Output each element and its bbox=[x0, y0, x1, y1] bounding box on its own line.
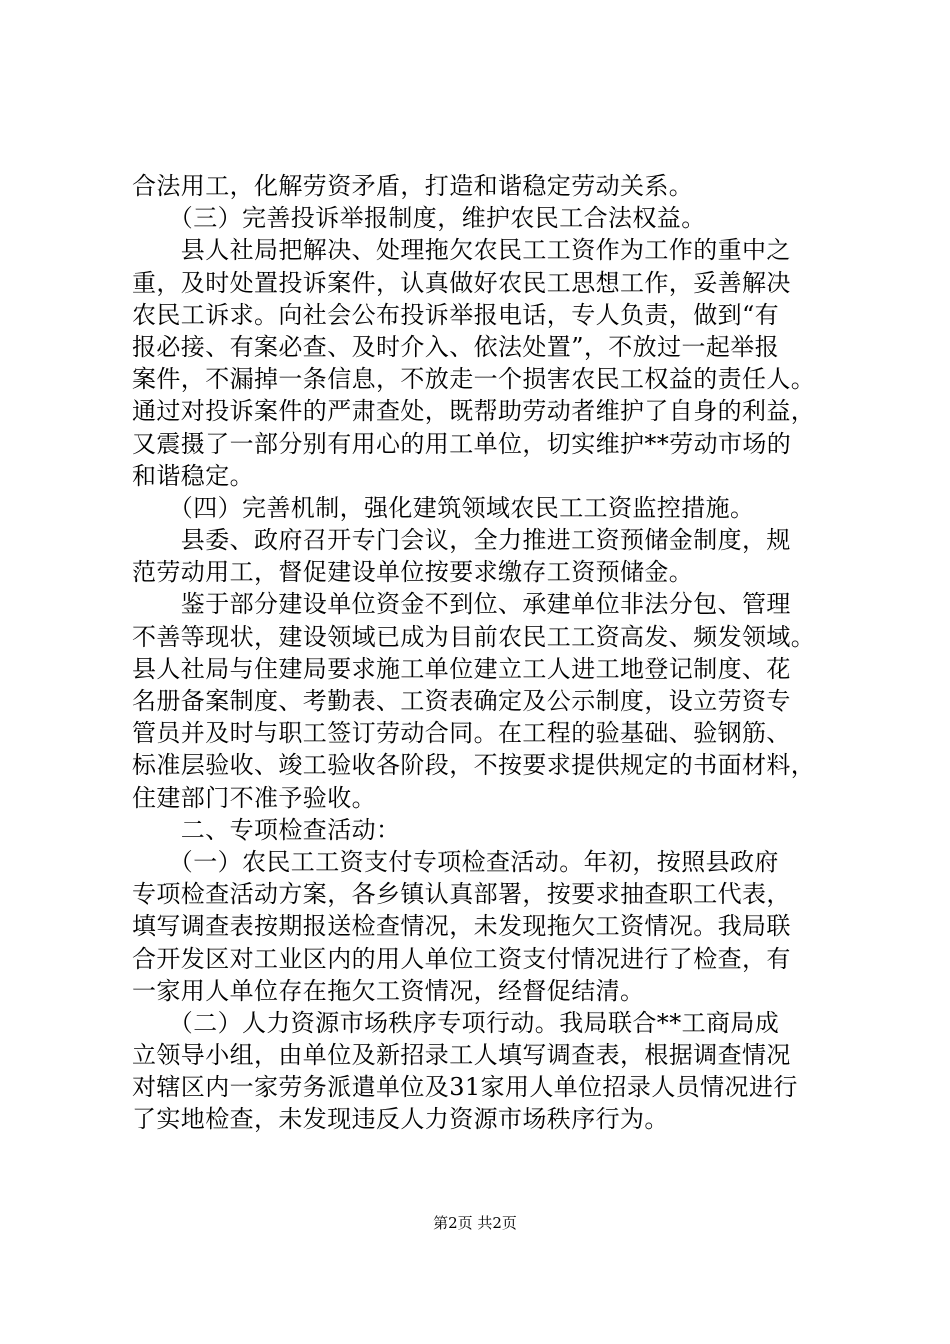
text-line: （一）农民工工资支付专项检查活动。年初，按照县政府 bbox=[132, 847, 779, 876]
section-heading: （三）完善投诉举报制度，维护农民工合法权益。 bbox=[132, 204, 706, 233]
text-line: 县人社局与住建局要求施工单位建立工人进工地登记制度、花 bbox=[132, 654, 791, 683]
text-line: 县人社局把解决、处理拖欠农民工工资作为工作的重中之 bbox=[132, 236, 791, 265]
text-line: 农民工诉求。向社会公布投诉举报电话，专人负责，做到“有 bbox=[132, 300, 780, 329]
text-line: 鉴于部分建设单位资金不到位、承建单位非法分包、管理 bbox=[132, 590, 791, 619]
text-line: 范劳动用工，督促建设单位按要求缴存工资预储金。 bbox=[132, 558, 694, 587]
text-line: 一家用人单位存在拖欠工资情况，经督促结清。 bbox=[132, 976, 645, 1005]
text-line: 重，及时处置投诉案件，认真做好农民工思想工作，妥善解决 bbox=[132, 268, 791, 297]
text-line: 报必接、有案必查、及时介入、依法处置”，不放过一起举报 bbox=[132, 332, 780, 361]
text-line: 县委、政府召开专门会议，全力推进工资预储金制度，规 bbox=[132, 526, 791, 555]
text-line: 不善等现状，建设领域已成为目前农民工工资高发、频发领域。 bbox=[132, 622, 816, 651]
document-body bbox=[132, 170, 832, 1136]
text-line: 又震摄了一部分别有用心的用工单位，切实维护**劳动市场的 bbox=[132, 429, 792, 458]
text-line: 案件，不漏掉一条信息，不放走一个损害农民工权益的责任人。 bbox=[132, 365, 816, 394]
text-line: 填写调查表按期报送检查情况，未发现拖欠工资情况。我局联 bbox=[132, 912, 791, 941]
text-line: 对辖区内一家劳务派遣单位及31家用人单位招录人员情况进行 bbox=[132, 1073, 798, 1102]
text-line: 名册备案制度、考勤表、工资表确定及公示制度，设立劳资专 bbox=[132, 687, 791, 715]
section-heading: 二、专项检查活动： bbox=[132, 815, 401, 844]
text-line: 专项检查活动方案，各乡镇认真部署，按要求抽查职工代表， bbox=[132, 880, 791, 909]
page-number-footer: 第2页 共2页 bbox=[433, 1214, 517, 1232]
section-heading: （四）完善机制，强化建筑领域农民工工资监控措施。 bbox=[132, 493, 755, 522]
text-line: 通过对投诉案件的严肃查处，既帮助劳动者维护了自身的利益， bbox=[132, 397, 816, 426]
text-line: 立领导小组，由单位及新招录工人填写调查表，根据调查情况 bbox=[132, 1041, 791, 1070]
text-line: 了实地检查，未发现违反人力资源市场秩序行为。 bbox=[132, 1105, 669, 1134]
text-line: 标准层验收、竣工验收各阶段，不按要求提供规定的书面材料， bbox=[132, 751, 816, 780]
text-line: （二）人力资源市场秩序专项行动。我局联合**工商局成 bbox=[132, 1008, 780, 1037]
text-line: 住建部门不准予验收。 bbox=[132, 783, 376, 812]
text-line: 管员并及时与职工签订劳动合同。在工程的验基础、验钢筋、 bbox=[132, 719, 791, 748]
text-line: 和谐稳定。 bbox=[132, 461, 254, 490]
text-line: 合开发区对工业区内的用人单位工资支付情况进行了检查，有 bbox=[132, 944, 791, 973]
text-line: 合法用工，化解劳资矛盾，打造和谐稳定劳动关系。 bbox=[132, 172, 694, 200]
